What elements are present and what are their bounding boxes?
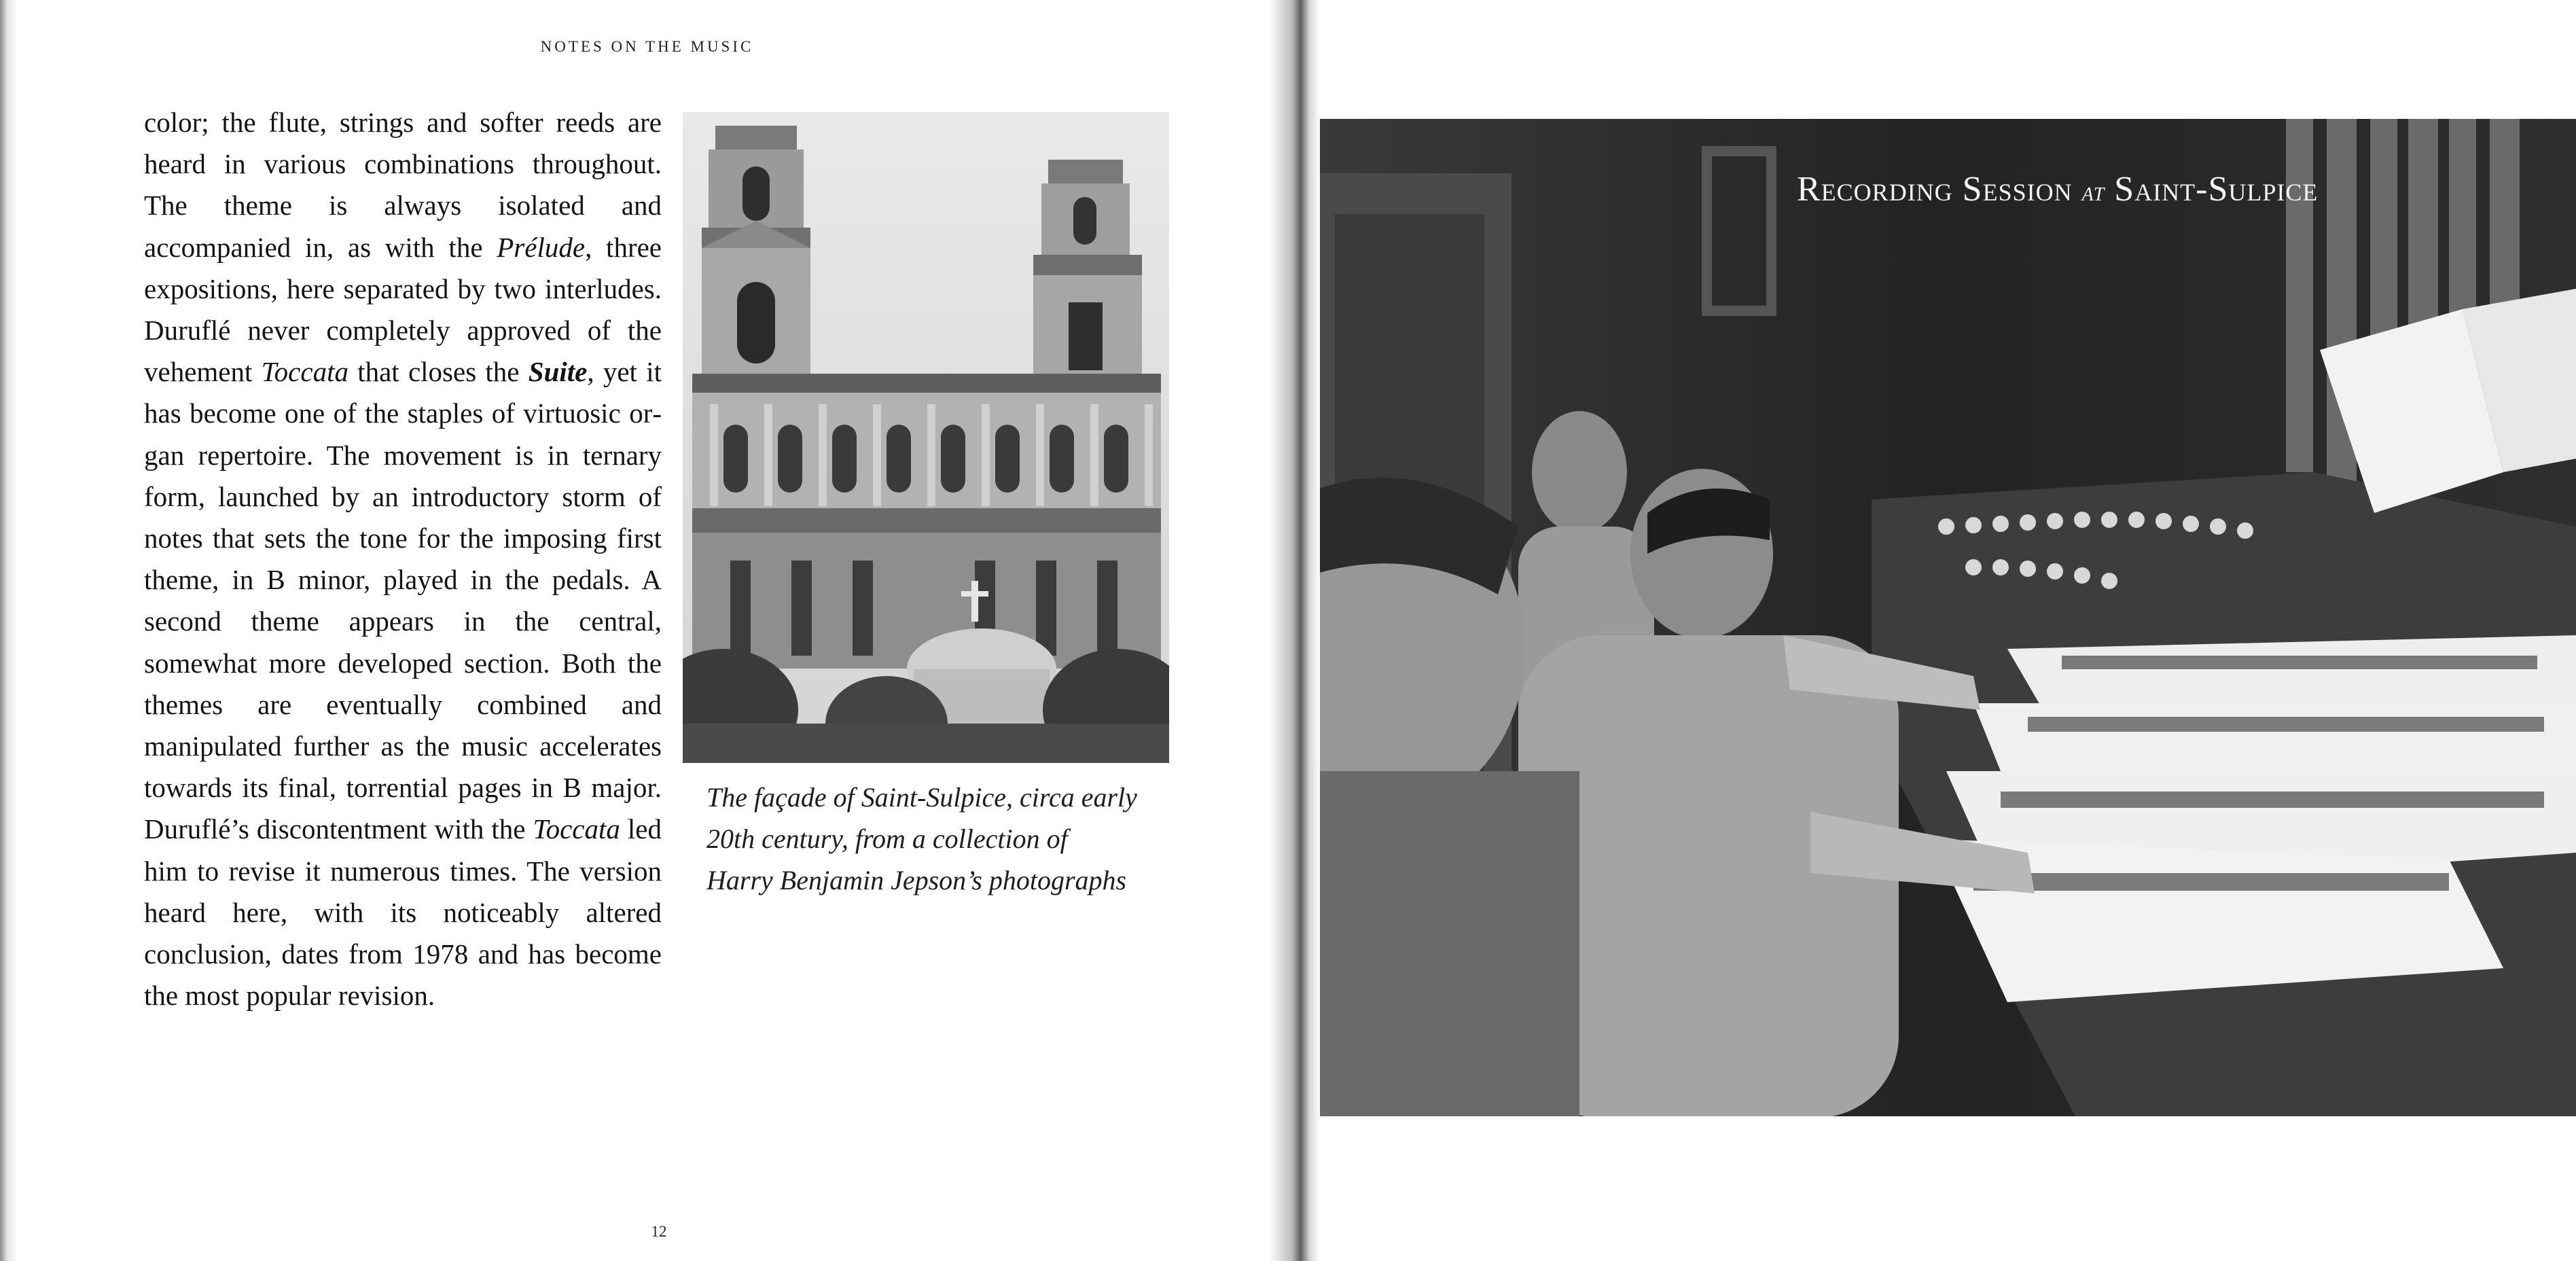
left-page-edge-shadow bbox=[0, 0, 18, 1261]
caption-line: Harry Benjamin Jepson’s photographs bbox=[706, 865, 1127, 895]
body-text bbox=[144, 102, 662, 1016]
photo-title-at: at bbox=[2081, 176, 2105, 207]
body-text-segment: color; the flute, strings and softer reeds are heard in various combinations throughout. The theme is always isolated and accompanied in, as with the bbox=[144, 107, 662, 263]
organ-console-image bbox=[1294, 119, 2576, 1116]
body-text-segment: , three expositions, here separated by two interludes. Duruflé never completely approved of the vehement bbox=[144, 231, 662, 388]
church-facade-image bbox=[683, 112, 1169, 763]
body-text-segment: , yet it has become one of the staples of virtuosic organ repertoire. The movement is in ternary form, launched by an introductory storm of notes that sets the tone for the imposing first theme, in B minor, played in the pedals. A second theme appears in the central, somewhat more developed section. Both the themes are eventually combined and manipulated further as the music accelerates towards its final, torrential pages in B major. Duruflé’s discontentment with the bbox=[144, 356, 662, 845]
bold-italic-title-suite: Suite bbox=[528, 356, 588, 388]
recording-session-photo bbox=[1294, 119, 2576, 1116]
saint-sulpice-facade-photo bbox=[683, 112, 1169, 763]
body-text-segment: that closes the bbox=[348, 356, 529, 388]
caption-line: 20th century, from a collection of bbox=[706, 823, 1068, 854]
body-text-segment: led him to revise it numerous times. The version heard here, with its noticeably altered conclusion, dates from 1978 and has become the most popular revision. bbox=[144, 813, 662, 1012]
running-head: NOTES ON THE MUSIC bbox=[540, 38, 754, 55]
photo-title bbox=[1797, 170, 2318, 209]
italic-title-toccata: Toccata bbox=[533, 813, 620, 845]
italic-title-prelude: Prélude bbox=[497, 231, 586, 263]
photo-title-part2: Saint-Sulpice bbox=[2105, 170, 2319, 209]
photo-caption bbox=[706, 777, 1168, 901]
caption-line: The façade of Saint-Sulpice, circa early bbox=[706, 782, 1137, 813]
page-number: 12 bbox=[651, 1223, 667, 1240]
photo-title-part1: Recording Session bbox=[1797, 170, 2082, 209]
italic-title-toccata: Toccata bbox=[261, 356, 348, 388]
spine-gutter-shadow bbox=[1269, 0, 1320, 1261]
